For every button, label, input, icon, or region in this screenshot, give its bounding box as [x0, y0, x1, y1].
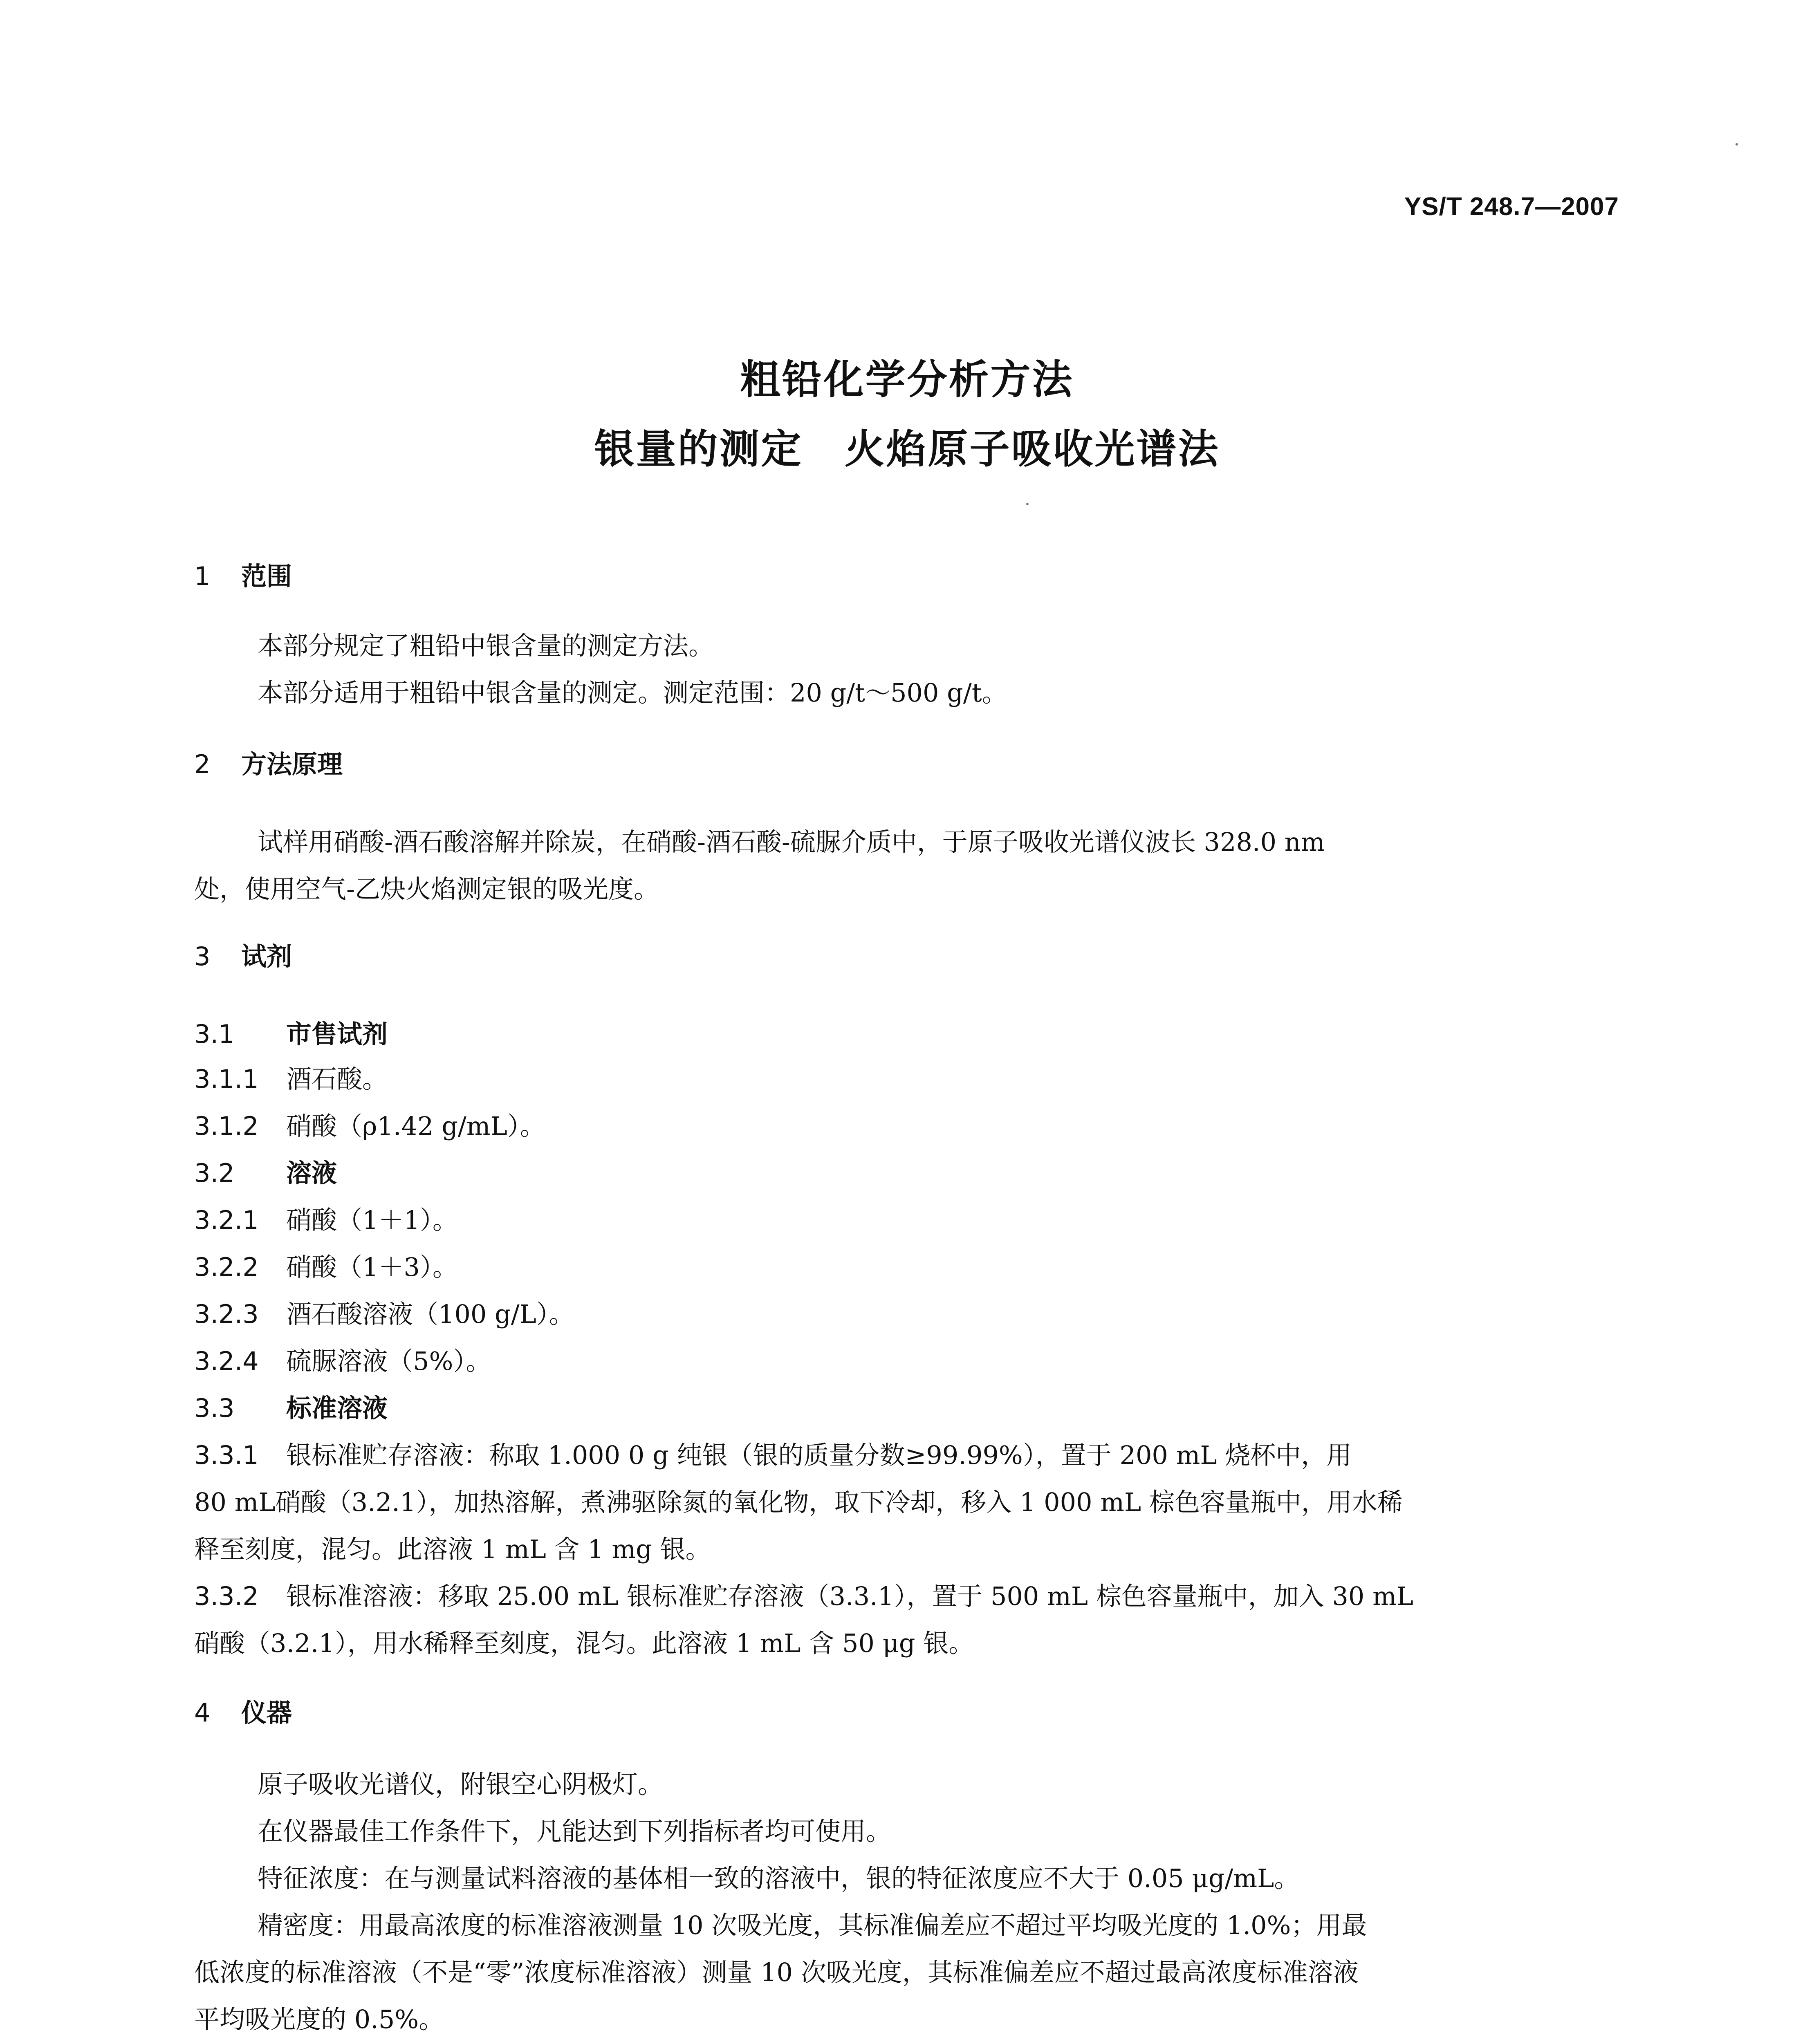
clause-3-1-2 [194, 1110, 545, 1143]
subsection-3-2-heading [194, 1157, 337, 1190]
paragraph-continuation: 平均吸光度的 0.5%。 [194, 2004, 444, 2034]
clause-number: 3.1.1 [194, 1064, 259, 1094]
clause-3-3-1 [194, 1439, 1352, 1472]
clause-number: 3.3.1 [194, 1440, 259, 1470]
clause-3-2-3 [194, 1298, 574, 1331]
section-title: 范围 [241, 561, 292, 591]
subsection-title: 标准溶液 [286, 1393, 388, 1423]
clause-text: 硝酸（1＋1）。 [286, 1205, 458, 1235]
clause-3-2-4 [194, 1345, 491, 1378]
clause-text: 酒石酸溶液（100 g/L）。 [286, 1299, 574, 1329]
paragraph: 本部分适用于粗铅中银含量的测定。测定范围：20 g/t～500 g/t。 [258, 678, 1007, 708]
clause-text: 硝酸（ρ1.42 g/mL）。 [286, 1111, 545, 1141]
standard-number: YS/T 248.7—2007 [1404, 193, 1619, 221]
subsection-number: 3.1 [194, 1019, 235, 1049]
clause-number: 3.2.4 [194, 1346, 259, 1376]
clause-number: 3.1.2 [194, 1111, 259, 1141]
section-4-heading [194, 1697, 292, 1729]
subsection-number: 3.3 [194, 1393, 235, 1423]
paragraph: 原子吸收光谱仪，附银空心阴极灯。 [258, 1769, 664, 1799]
section-title: 试剂 [241, 941, 292, 971]
paragraph: 本部分规定了粗铅中银含量的测定方法。 [258, 631, 714, 661]
scan-speck [1736, 143, 1738, 146]
clause-number: 3.3.2 [194, 1581, 259, 1611]
clause-number: 3.2.1 [194, 1205, 259, 1235]
section-2-heading [194, 748, 343, 781]
section-title: 方法原理 [241, 749, 343, 779]
clause-3-1-1 [194, 1063, 388, 1096]
section-title: 仪器 [241, 1698, 292, 1728]
clause-3-2-2 [194, 1251, 458, 1284]
subsection-title: 市售试剂 [286, 1019, 388, 1049]
subsection-number: 3.2 [194, 1158, 235, 1188]
section-number: 4 [194, 1698, 211, 1728]
subsection-3-1-heading [194, 1018, 388, 1051]
clause-number: 3.2.2 [194, 1252, 259, 1282]
section-3-heading [194, 940, 292, 973]
clause-continuation: 80 mL硝酸（3.2.1），加热溶解，煮沸驱除氮的氧化物，取下冷却，移入 1 000 mL 棕色容量瓶中，用水稀 [194, 1487, 1403, 1517]
paragraph: 试样用硝酸-酒石酸溶解并除炭，在硝酸-酒石酸-硫脲介质中，于原子吸收光谱仪波长 328.0 nm [258, 827, 1325, 857]
clause-text: 酒石酸。 [286, 1064, 388, 1094]
paragraph: 精密度：用最高浓度的标准溶液测量 10 次吸光度，其标准偏差应不超过平均吸光度的 1.0%；用最 [258, 1910, 1367, 1940]
section-number: 3 [194, 941, 211, 971]
paragraph-continuation: 低浓度的标准溶液（不是“零”浓度标准溶液）测量 10 次吸光度，其标准偏差应不超过最高浓度标准溶液 [194, 1957, 1359, 1987]
clause-3-2-1 [194, 1204, 458, 1237]
clause-continuation: 释至刻度，混匀。此溶液 1 mL 含 1 mg 银。 [194, 1534, 711, 1564]
paragraph: 在仪器最佳工作条件下，凡能达到下列指标者均可使用。 [258, 1816, 892, 1846]
clause-number: 3.2.3 [194, 1299, 259, 1329]
clause-continuation: 硝酸（3.2.1），用水稀释至刻度，混匀。此溶液 1 mL 含 50 μg 银。 [194, 1628, 974, 1658]
clause-text: 硫脲溶液（5%）。 [286, 1346, 491, 1376]
clause-3-3-2 [194, 1580, 1413, 1613]
paragraph-continuation: 处，使用空气-乙炔火焰测定银的吸光度。 [194, 874, 659, 904]
subsection-title: 溶液 [286, 1158, 337, 1188]
section-1-heading [194, 560, 292, 593]
clause-text: 银标准溶液：移取 25.00 mL 银标准贮存溶液（3.3.1），置于 500 mL 棕色容量瓶中，加入 30 mL [286, 1581, 1414, 1611]
clause-text: 银标准贮存溶液：称取 1.000 0 g 纯银（银的质量分数≥99.99%），置于 200 mL 烧杯中，用 [286, 1440, 1352, 1470]
section-number: 1 [194, 561, 211, 591]
scan-speck [1026, 503, 1029, 505]
subsection-3-3-heading [194, 1392, 388, 1425]
document-title-line1: 粗铅化学分析方法 [740, 356, 1074, 403]
section-number: 2 [194, 749, 211, 779]
document-title-line2: 银量的测定 火焰原子吸收光谱法 [594, 426, 1220, 473]
paragraph: 特征浓度：在与测量试料溶液的基体相一致的溶液中，银的特征浓度应不大于 0.05 μg/mL。 [258, 1863, 1300, 1893]
clause-text: 硝酸（1＋3）。 [286, 1252, 458, 1282]
